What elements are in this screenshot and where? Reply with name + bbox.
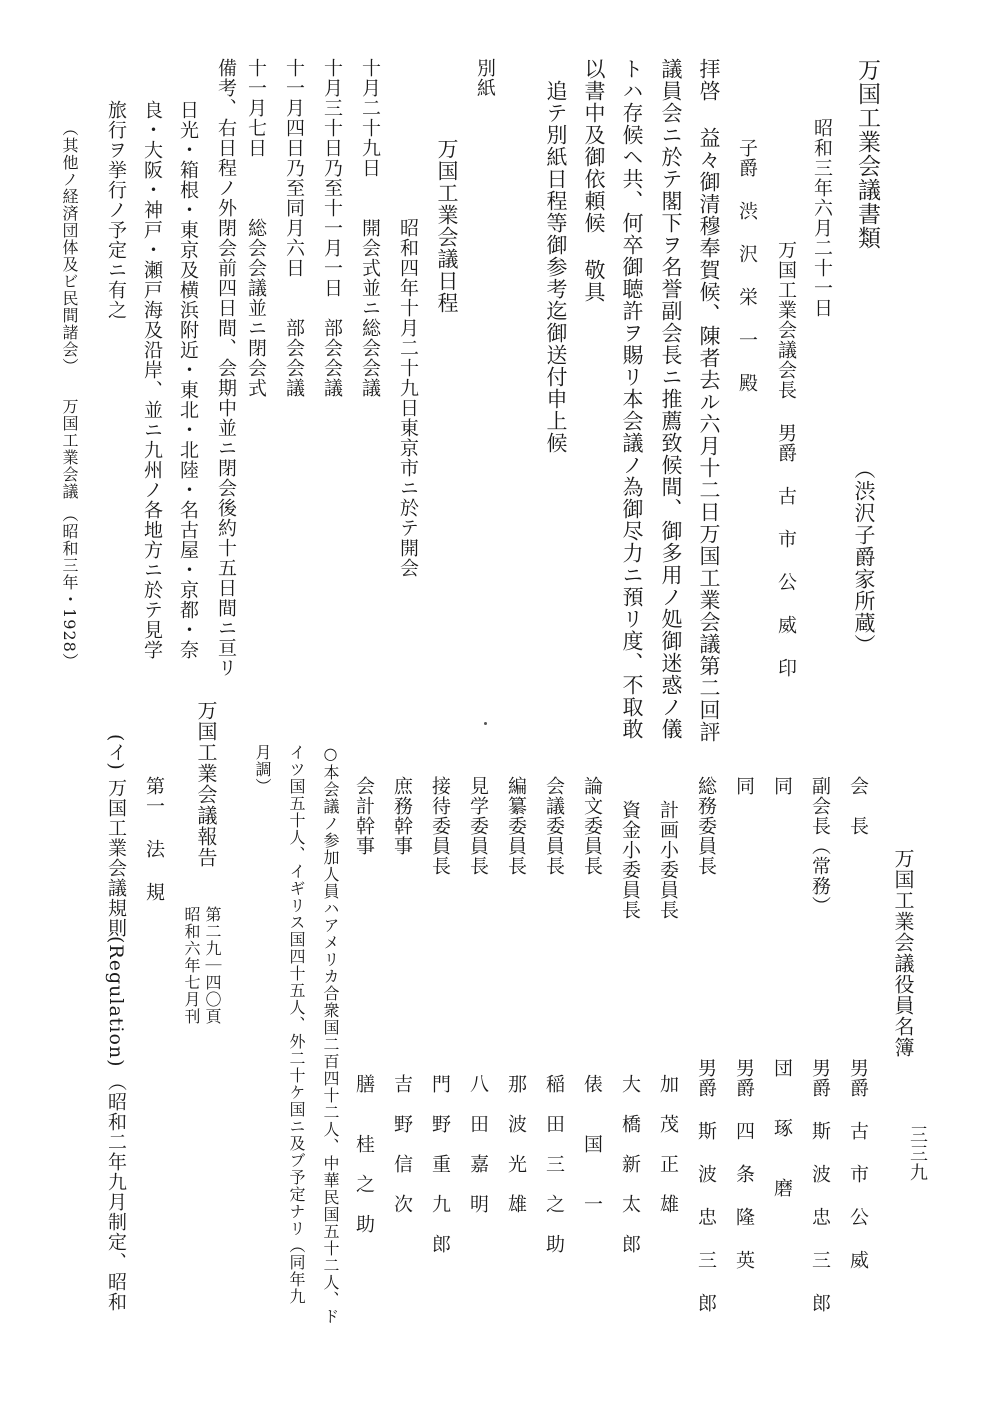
officer-role: 同 — [733, 776, 755, 796]
footnote-entry: 万国工業会議 （昭和三年・1928） — [60, 398, 79, 670]
officer-name: 膳 桂 之 助 — [353, 1074, 375, 1234]
officer-role: 会計幹事 — [353, 776, 375, 856]
report-published: 昭和六年七月刊 — [182, 906, 201, 1025]
schedule-row-2: 十月三十日乃至十一月一日 部会会議 — [321, 58, 343, 398]
officer-role: 資金小委員長 — [619, 800, 641, 920]
schedule-row-4: 十一月七日 総会会議並ニ閉会式 — [245, 58, 267, 398]
page-number: 三三九 — [907, 1125, 928, 1182]
letter-date: 昭和三年六月二十一日 — [811, 118, 833, 318]
officer-role: 総務委員長 — [695, 776, 717, 876]
regulation-title: (イ) 万国工業会議規則 — [105, 734, 127, 938]
officer-role: 編纂委員長 — [505, 776, 527, 876]
letter-line-5: 追テ別紙日程等御参考迄御送付申上候 — [544, 80, 568, 454]
officer-role: 会議委員長 — [543, 776, 565, 876]
remarks-line-3: 良・大阪・神戸・瀬戸海及沿岸、並ニ九州ノ各地方ニ於テ見学 — [141, 100, 163, 660]
officer-role: 副会長（常務） — [809, 776, 831, 916]
letter-sender: 万国工業会議会長 男爵 古 市 公 威 印 — [775, 240, 797, 678]
officer-name: 団 琢 磨 — [771, 1058, 793, 1198]
attachment-label: 別紙 — [474, 58, 496, 98]
document-title: 万国工業会議書類 — [854, 58, 880, 250]
participants-line-3: 月調） — [253, 744, 272, 795]
schedule-row-3: 十一月四日乃至同月六日 部会会議 — [283, 58, 305, 398]
officer-name: 八 田 嘉 明 — [467, 1074, 489, 1214]
schedule-row-1: 十月二十九日 開会式並ニ総会会議 — [359, 58, 381, 398]
officer-name: 男爵 古 市 公 威 — [847, 1058, 869, 1270]
report-title: 万国工業会議報告 — [194, 700, 218, 868]
officer-name: 加 茂 正 雄 — [657, 1074, 679, 1214]
officer-name: 男爵 四 条 隆 英 — [733, 1058, 755, 1270]
officer-role: 庶務幹事 — [391, 776, 413, 856]
letter-recipient: 子爵 渋 沢 栄 一 殿 — [736, 138, 758, 393]
letter-line-3: トハ存候ヘ共、何卒御聴許ヲ賜リ本会議ノ為御尽力ニ預リ度、不取敢 — [620, 58, 644, 740]
officer-role: 同 — [771, 776, 793, 796]
letter-line-1: 拝啓 益々御清穆奉賀候、陳者去ル六月十二日万国工業会議第二回評 — [697, 58, 721, 743]
remarks-line-4: 旅行ヲ挙行ノ予定ニ有之 — [105, 100, 127, 320]
officer-name: 門 野 重 九 郎 — [429, 1074, 451, 1254]
footnote-category: （其他ノ経済団体及ビ民間諸会） — [60, 120, 79, 375]
participants-line-1: ○本会議ノ参加人員ハアメリカ合衆国二百四十二人、中華民国五十二人、ド — [321, 744, 340, 1325]
letter-line-4: 以書中及御依頼候 敬具 — [582, 58, 606, 303]
officer-name: 男爵 斯 波 忠 三 郎 — [695, 1058, 717, 1313]
participants-line-2: イツ国五十人、イギリス国四十五人、外二十ケ国ニ及ブ予定ナリ（同年九 — [287, 744, 306, 1305]
remarks-line-1: 備考、右日程ノ外閉会前四日間、会期中並ニ閉会後約十五日間ニ亘リ — [215, 58, 237, 678]
law-heading: 第一 法 規 — [143, 776, 165, 902]
officer-name: 大 橋 新 太 郎 — [619, 1074, 641, 1254]
officer-role: 論文委員長 — [581, 776, 603, 876]
regulation-date: （昭和二年九月制定、昭和 — [105, 1072, 127, 1312]
schedule-date: 昭和四年十月二十九日東京市ニ於テ開会 — [397, 218, 419, 578]
officer-name: 吉 野 信 次 — [391, 1074, 413, 1214]
officer-role: 見学委員長 — [467, 776, 489, 876]
print-speck — [484, 722, 487, 725]
officer-name: 俵 国 一 — [581, 1074, 603, 1214]
schedule-title: 万国工業会議日程 — [435, 138, 459, 314]
officer-role: 計画小委員長 — [657, 800, 679, 920]
officer-name: 稲 田 三 之 助 — [543, 1074, 565, 1254]
remarks-line-2: 日光・箱根・東京及横浜附近・東北・北陸・名古屋・京都・奈 — [177, 100, 199, 660]
officer-role: 接待委員長 — [429, 776, 451, 876]
report-pages: 第二九｜四〇頁 — [203, 906, 222, 1025]
regulation-english: (Regulation) — [105, 936, 127, 1068]
officer-name: 男爵 斯 波 忠 三 郎 — [809, 1058, 831, 1313]
roster-title: 万国工業会議役員名簿 — [891, 848, 915, 1058]
source-note: （渋沢子爵家所蔵） — [852, 458, 876, 656]
officer-role: 会 長 — [847, 776, 869, 836]
letter-line-2: 議員会ニ於テ閣下ヲ名誉副会長ニ推薦致候間、御多用ノ処御迷惑ノ儀 — [659, 58, 683, 740]
officer-name: 那 波 光 雄 — [505, 1074, 527, 1214]
